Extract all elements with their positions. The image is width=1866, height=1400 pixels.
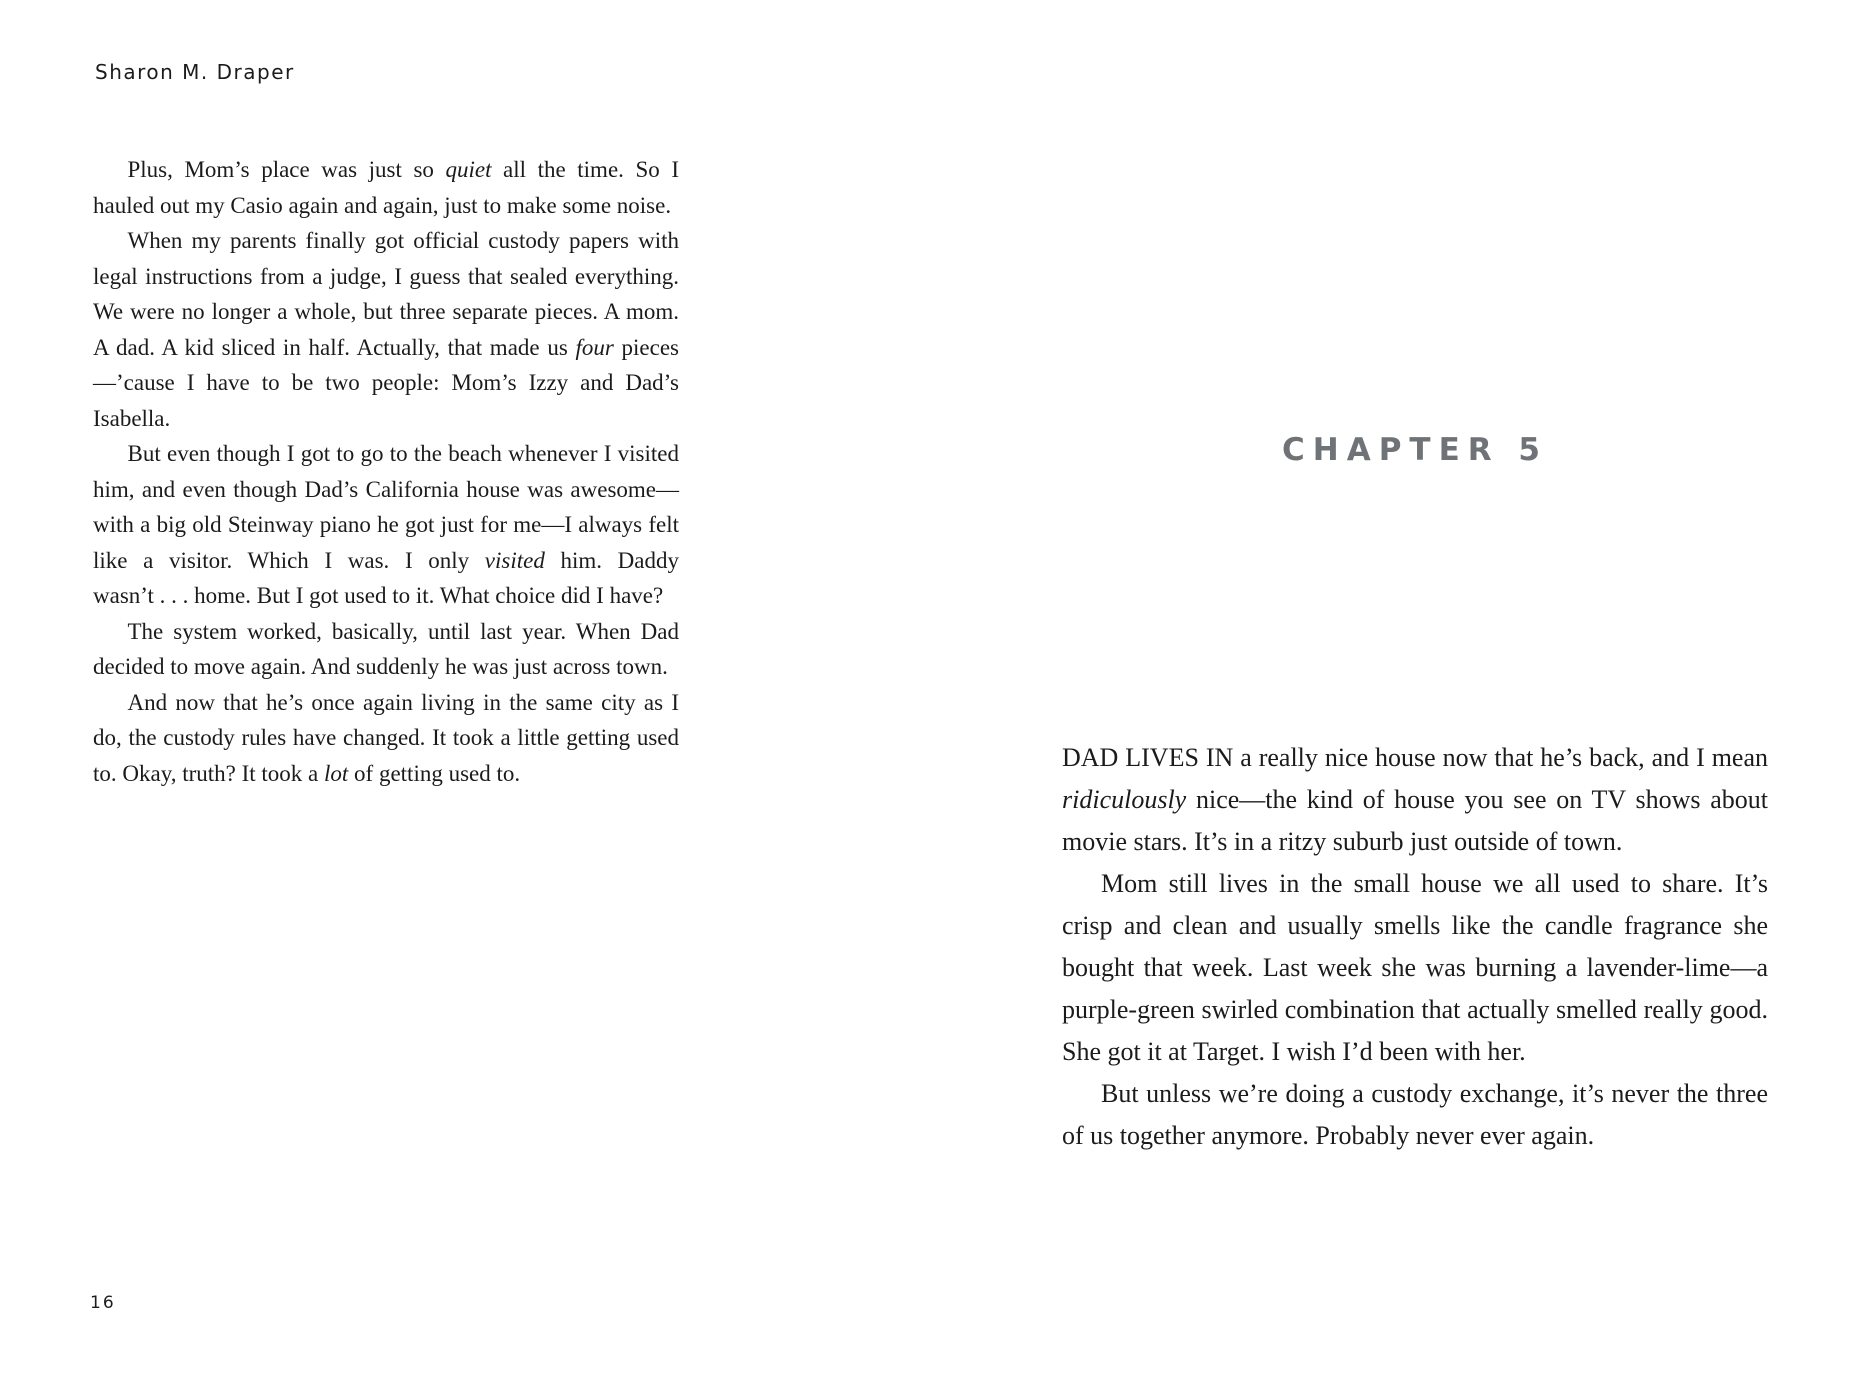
paragraph	[93, 614, 679, 685]
right-page-body	[1062, 737, 1768, 1157]
text-run: But unless we’re doing a custody exchange, it’s never the three of us together anymore. Probably never ever again.	[1062, 1079, 1768, 1150]
page-number: 16	[90, 1293, 116, 1313]
italic-text: quiet	[445, 157, 492, 182]
text-run: When my parents finally got official custody papers with legal instructions from a judge, I guess that sealed everything. We were no longer a whole, but three separate pieces. A mom. A dad. A kid sliced in half. Actually, that made us	[93, 228, 679, 360]
text-run: of getting used to.	[348, 760, 521, 786]
text-run: DAD LIVES IN a really nice house now that he’s back, and I mean	[1062, 743, 1768, 772]
paragraph	[93, 685, 679, 792]
italic-text: visited	[484, 547, 545, 573]
text-run: pieces—’cause I have to be two people: Mom’s Izzy and Dad’s Isabella.	[93, 334, 679, 431]
text-run: The system worked, basically, until last year. When Dad decided to move again. And suddenly he was just across town.	[93, 618, 679, 679]
text-run: Mom still lives in the small house we all used to share. It’s crisp and clean and usually smells like the candle fragrance she bought that week. Last week she was burning a lavender-lime—a purple-green swirled combination that actually smelled really good. She got it at Target. I wish I’d been with her.	[1062, 869, 1768, 1066]
italic-text: lot	[324, 760, 349, 786]
text-run: But even though I got to go to the beach whenever I visited him, and even though Dad’s California house was awesome—with a big old Steinway piano he got just for me—I always felt like a visitor. Which I was. I only	[93, 441, 679, 573]
text-run: nice—the kind of house you see on TV shows about movie stars. It’s in a ritzy suburb just outside of town.	[1062, 785, 1768, 856]
text-run: him. Daddy wasn’t . . . home. But I got used to it. What choice did I have?	[93, 547, 679, 608]
italic-text: ridiculously	[1062, 785, 1187, 814]
italic-text: four	[575, 334, 614, 360]
paragraph	[1062, 737, 1768, 863]
text-run: And now that he’s once again living in the same city as I do, the custody rules have changed. It took a little getting used to. Okay, truth? It took a	[93, 689, 679, 786]
paragraph	[1062, 1073, 1768, 1157]
paragraph	[93, 223, 679, 436]
left-page-body	[93, 152, 679, 791]
text-run: all the time. So I hauled out my Casio again and again, just to make some noise.	[93, 157, 679, 218]
text-run: Plus, Mom’s place was just so	[127, 157, 446, 182]
chapter-heading: CHAPTER 5	[1282, 432, 1548, 468]
paragraph	[1062, 863, 1768, 1073]
author-header: Sharon M. Draper	[95, 60, 295, 84]
paragraph	[93, 152, 679, 223]
paragraph	[93, 436, 679, 614]
